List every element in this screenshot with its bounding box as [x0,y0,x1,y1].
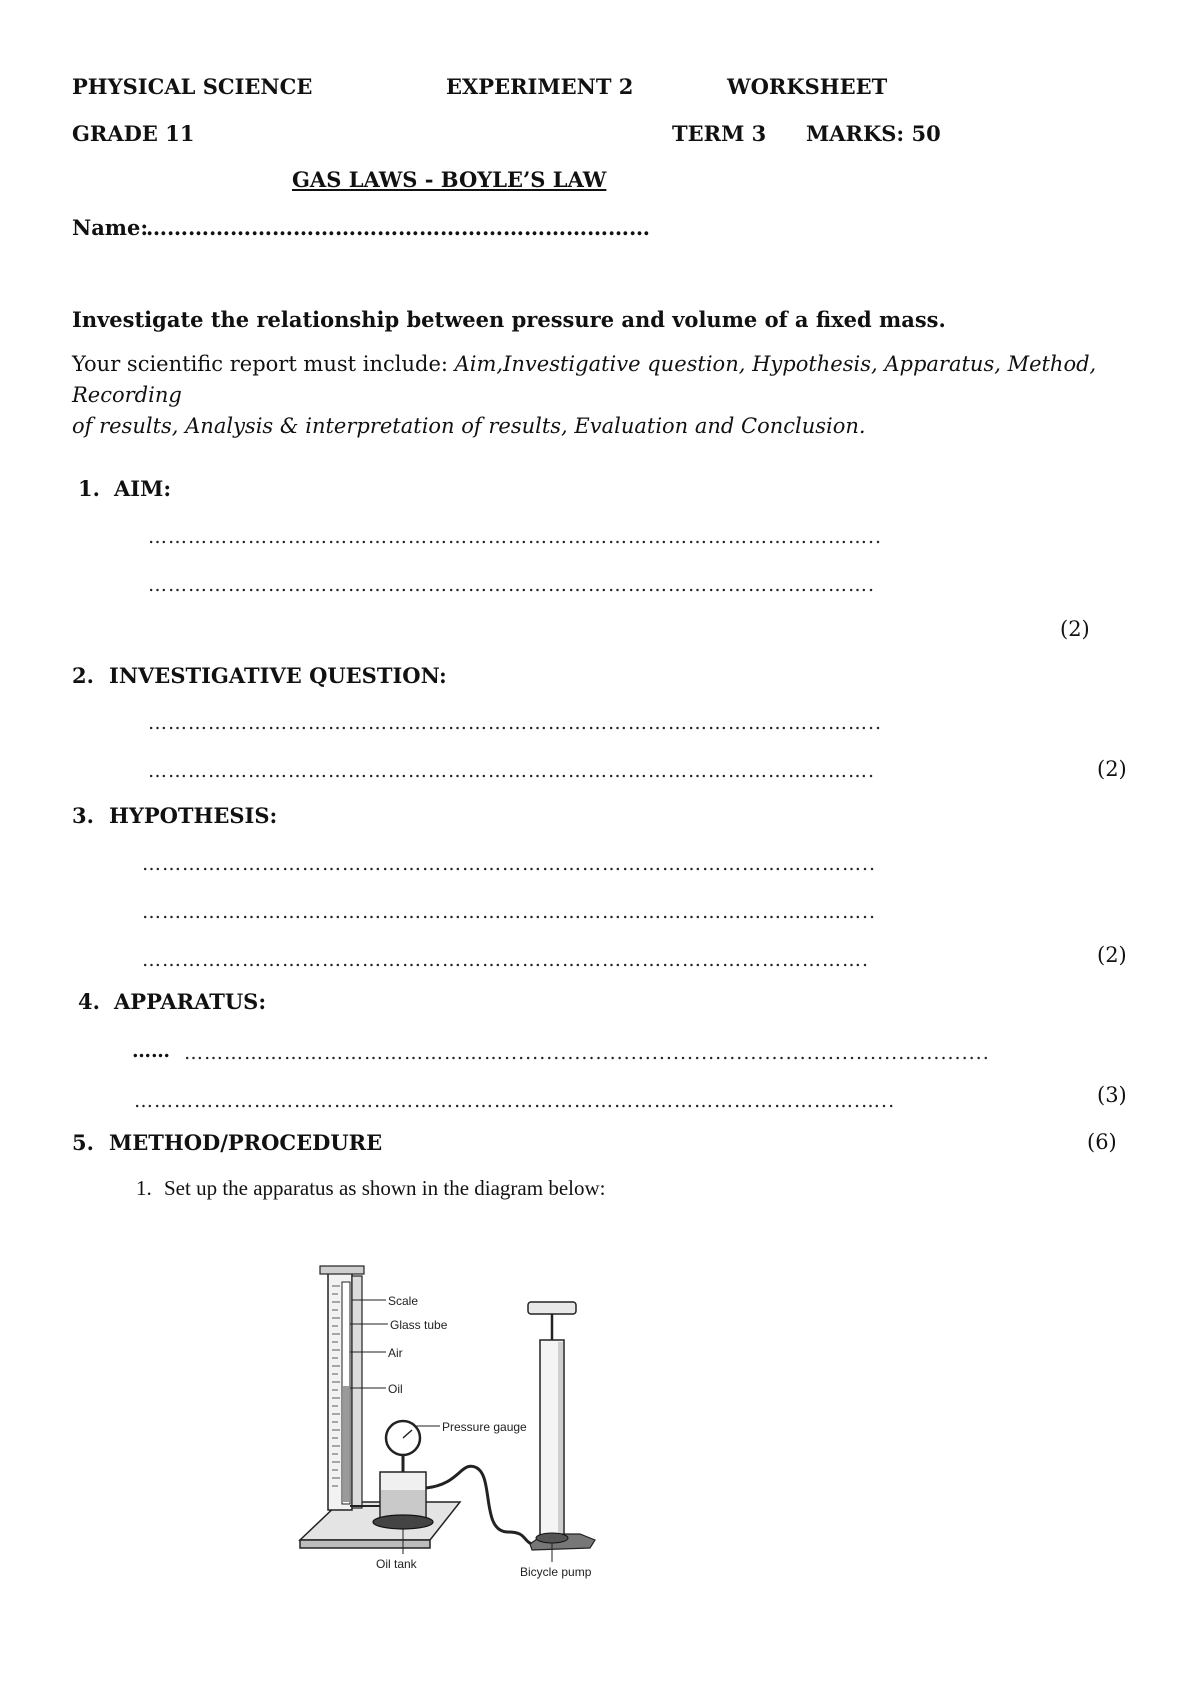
label-air: Air [388,1346,403,1360]
report-items-2: of results, Analysis & interpretation of results, Evaluation and Conclusion. [72,414,866,438]
oil-in-tank [381,1490,425,1517]
hypothesis-mark: (2) [1097,943,1127,967]
apparatus-line-lead: …… [132,1040,170,1062]
aim-mark: (2) [1060,617,1090,641]
apparatus-answer-line[interactable]: …………………………………………..................................................................... [184,1042,990,1064]
aim-answer-line[interactable]: ……………………………………………………………………………………………….. [148,526,883,548]
apparatus-heading: APPARATUS: [114,989,267,1014]
label-pressure-gauge: Pressure gauge [442,1420,527,1434]
label-glass-tube: Glass tube [390,1318,448,1332]
name-line: ……………………………………………………………… [146,215,650,240]
stand-cap [320,1266,364,1274]
pump-base [536,1533,568,1543]
hypothesis-answer-line[interactable]: ……………………………………………………………………………………………….. [142,901,877,923]
subject-label: PHYSICAL SCIENCE [72,74,313,99]
term-label: TERM 3 [672,121,767,146]
method-heading: METHOD/PROCEDURE [109,1130,383,1155]
method-mark: (6) [1087,1130,1117,1154]
hypothesis-answer-line[interactable]: ……………………………………………………………………………………………….. [142,853,877,875]
report-prefix: Your scientific report must include: [72,352,455,376]
label-oil-tank: Oil tank [376,1557,417,1571]
task-statement: Investigate the relationship between pressure and volume of a fixed mass. [72,307,946,332]
pump-handle [528,1302,576,1314]
apparatus-answer-line[interactable]: ……………………………………………………………………………………………….….. [134,1090,896,1112]
apparatus-mark: (3) [1097,1083,1127,1107]
label-oil: Oil [388,1382,403,1396]
step-1-text: Set up the apparatus as shown in the diagram below: [164,1176,606,1200]
question-number: 2. [72,663,94,688]
worksheet-label: WORKSHEET [727,74,888,99]
step-1-number: 1. [136,1176,152,1200]
grade-label: GRADE 11 [72,121,195,146]
page-title: GAS LAWS - BOYLE’S LAW [292,167,607,192]
question-heading: INVESTIGATIVE QUESTION: [109,663,447,688]
boyles-law-apparatus-diagram [290,1262,670,1592]
question-answer-line[interactable]: ………………………………………………………………………………………………. [148,760,876,782]
scale-stand-side [352,1276,362,1508]
marks-label: MARKS: 50 [806,121,941,146]
aim-heading: AIM: [114,476,172,501]
report-items-1: Aim,Investigative question, Hypothesis, Apparatus, Method, Recording [72,352,1097,407]
label-scale: Scale [388,1294,419,1308]
experiment-label: EXPERIMENT 2 [446,74,634,99]
apparatus-number: 4. [78,989,100,1014]
report-requirements [72,349,1132,442]
hypothesis-heading: HYPOTHESIS: [109,803,278,828]
hypothesis-number: 3. [72,803,94,828]
base-plate-edge [300,1540,430,1548]
aim-number: 1. [78,476,100,501]
method-number: 5. [72,1130,94,1155]
question-answer-line[interactable]: ……………………………………………………………………………………………….. [148,712,883,734]
hypothesis-answer-line[interactable]: ………………………………………………………………………………………………. [142,949,870,971]
question-mark: (2) [1097,757,1127,781]
label-bicycle-pump: Bicycle pump [520,1565,592,1579]
name-label: Name: [72,215,149,240]
pump-barrel-shade [558,1342,563,1534]
aim-answer-line[interactable]: ………………………………………………………………………………………………. [148,574,876,596]
oil-column [343,1386,349,1502]
oil-tank-base [373,1515,433,1529]
